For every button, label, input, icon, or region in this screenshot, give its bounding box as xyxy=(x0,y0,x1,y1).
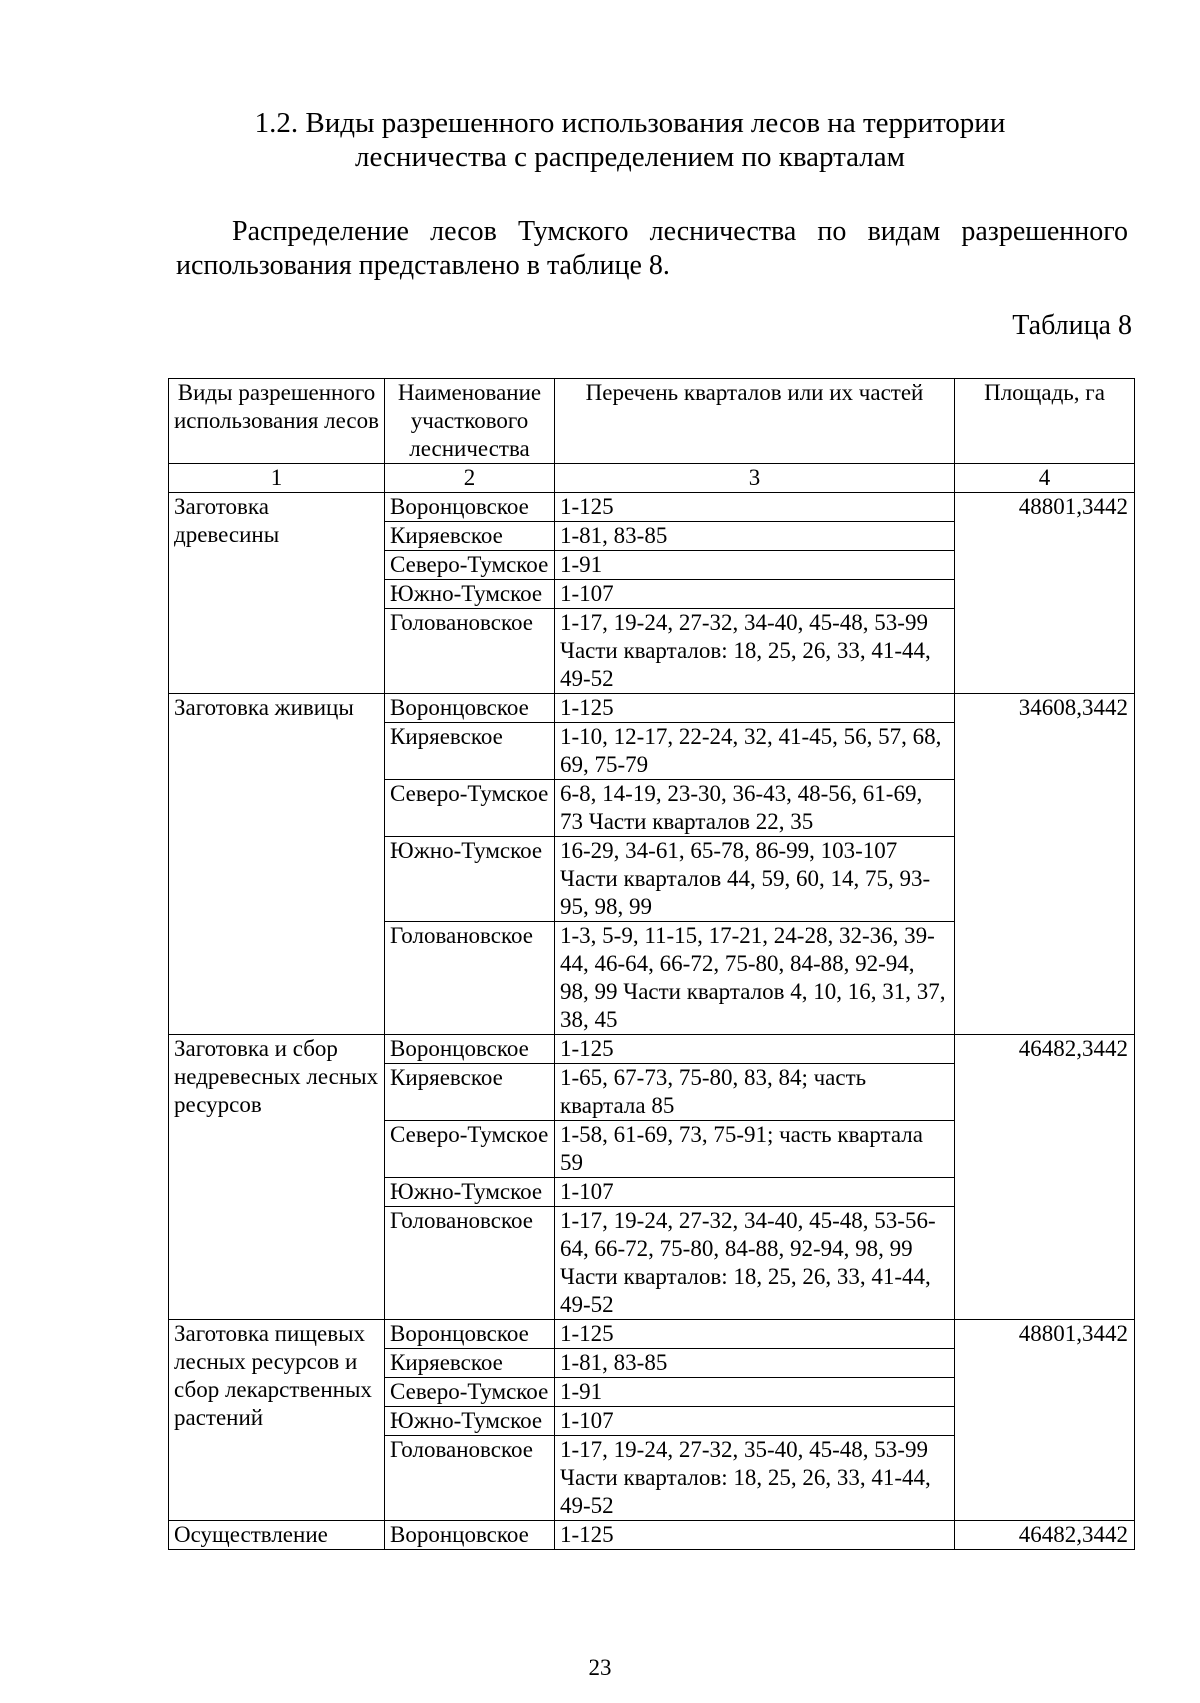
section-heading xyxy=(240,106,1020,174)
quarters-cell: 1-58, 61-69, 73, 75-91; часть квартала 59 xyxy=(555,1121,955,1178)
area-cell: 34608,3442 xyxy=(955,694,1135,1035)
page-number: 23 xyxy=(588,1655,612,1680)
quarters-cell: 1-125 xyxy=(555,1035,955,1064)
district-cell: Северо-Тумское xyxy=(385,551,555,580)
use-type-cell: Заготовка живицы xyxy=(169,694,385,1035)
quarters-cell: 1-17, 19-24, 27-32, 35-40, 45-48, 53-99 Части кварталов: 18, 25, 26, 33, 41-44, 49-52 xyxy=(555,1436,955,1521)
quarters-cell: 1-107 xyxy=(555,580,955,609)
use-type-cell: Заготовка и сбор недревесных лесных ресурсов xyxy=(169,1035,385,1320)
table-row xyxy=(169,694,1135,723)
quarters-cell: 1-81, 83-85 xyxy=(555,1349,955,1378)
column-number: 1 xyxy=(169,464,385,493)
intro-paragraph: Распределение лесов Тумского лесничества по видам разрешенного использования представлено в таблице 8. xyxy=(176,216,1128,281)
district-cell: Воронцовское xyxy=(385,1035,555,1064)
quarters-cell: 1-10, 12-17, 22-24, 32, 41-45, 56, 57, 68, 69, 75-79 xyxy=(555,723,955,780)
quarters-cell: 1-3, 5-9, 11-15, 17-21, 24-28, 32-36, 39-44, 46-64, 66-72, 75-80, 84-88, 92-94, 98, 99 Части кварталов 4, 10, 16, 31, 37, 38, 45 xyxy=(555,922,955,1035)
quarters-cell: 6-8, 14-19, 23-30, 36-43, 48-56, 61-69, 73 Части кварталов 22, 35 xyxy=(555,780,955,837)
table-body xyxy=(169,493,1135,1550)
area-cell: 48801,3442 xyxy=(955,1320,1135,1521)
district-cell: Голованoвское xyxy=(385,609,555,694)
district-cell: Северо-Тумское xyxy=(385,780,555,837)
header-quarters: Перечень кварталов или их частей xyxy=(555,379,955,464)
column-number: 2 xyxy=(385,464,555,493)
quarters-cell: 16-29, 34-61, 65-78, 86-99, 103-107 Части кварталов 44, 59, 60, 14, 75, 93-95, 98, 99 xyxy=(555,837,955,922)
area-cell: 46482,3442 xyxy=(955,1035,1135,1320)
district-cell: Северо-Тумское xyxy=(385,1378,555,1407)
quarters-cell: 1-125 xyxy=(555,1320,955,1349)
table-row xyxy=(169,493,1135,522)
district-cell: Голованoвское xyxy=(385,922,555,1035)
area-cell: 46482,3442 xyxy=(955,1521,1135,1550)
district-cell: Голованoвское xyxy=(385,1436,555,1521)
table-row xyxy=(169,1320,1135,1349)
quarters-cell: 1-107 xyxy=(555,1407,955,1436)
district-cell: Киряевское xyxy=(385,1349,555,1378)
district-cell: Киряевское xyxy=(385,522,555,551)
district-cell: Воронцовское xyxy=(385,1521,555,1550)
column-number: 3 xyxy=(555,464,955,493)
table-row xyxy=(169,1035,1135,1064)
area-cell: 48801,3442 xyxy=(955,493,1135,694)
quarters-cell: 1-107 xyxy=(555,1178,955,1207)
quarters-cell: 1-125 xyxy=(555,1521,955,1550)
quarters-cell: 1-91 xyxy=(555,1378,955,1407)
quarters-cell: 1-125 xyxy=(555,694,955,723)
table-header-row xyxy=(169,379,1135,464)
district-cell: Воронцовское xyxy=(385,694,555,723)
quarters-cell: 1-125 xyxy=(555,493,955,522)
quarters-cell: 1-65, 67-73, 75-80, 83, 84; часть квартала 85 xyxy=(555,1064,955,1121)
quarters-cell: 1-17, 19-24, 27-32, 34-40, 45-48, 53-56-64, 66-72, 75-80, 84-88, 92-94, 98, 99 Части кварталов: 18, 25, 26, 33, 41-44, 49-52 xyxy=(555,1207,955,1320)
quarters-cell: 1-17, 19-24, 27-32, 34-40, 45-48, 53-99 Части кварталов: 18, 25, 26, 33, 41-44, 49-52 xyxy=(555,609,955,694)
quarters-cell: 1-81, 83-85 xyxy=(555,522,955,551)
quarters-cell: 1-91 xyxy=(555,551,955,580)
district-cell: Южно-Тумское xyxy=(385,1407,555,1436)
district-cell: Воронцовское xyxy=(385,1320,555,1349)
section-heading-line-2: лесничества с распределением по кварталам xyxy=(355,141,905,173)
district-cell: Киряевское xyxy=(385,723,555,780)
header-use-type: Виды разрешенного использования лесов xyxy=(169,379,385,464)
section-heading-line-1: 1.2. Виды разрешенного использования лесов на территории xyxy=(254,107,1006,139)
column-number-row xyxy=(169,464,1135,493)
table-head xyxy=(169,379,1135,493)
column-number: 4 xyxy=(955,464,1135,493)
district-cell: Киряевское xyxy=(385,1064,555,1121)
district-cell: Воронцовское xyxy=(385,493,555,522)
use-type-cell: Осуществление xyxy=(169,1521,385,1550)
use-type-cell: Заготовка древесины xyxy=(169,493,385,694)
use-type-cell: Заготовка пищевых лесных ресурсов и сбор лекарственных растений xyxy=(169,1320,385,1521)
header-district: Наименование участкового лесничества xyxy=(385,379,555,464)
district-cell: Голованoвское xyxy=(385,1207,555,1320)
district-cell: Южно-Тумское xyxy=(385,1178,555,1207)
district-cell: Северо-Тумское xyxy=(385,1121,555,1178)
district-cell: Южно-Тумское xyxy=(385,837,555,922)
table-caption: Таблица 8 xyxy=(1012,310,1132,341)
forest-use-table xyxy=(168,378,1135,1550)
header-area: Площадь, га xyxy=(955,379,1135,464)
table-row xyxy=(169,1521,1135,1550)
district-cell: Южно-Тумское xyxy=(385,580,555,609)
